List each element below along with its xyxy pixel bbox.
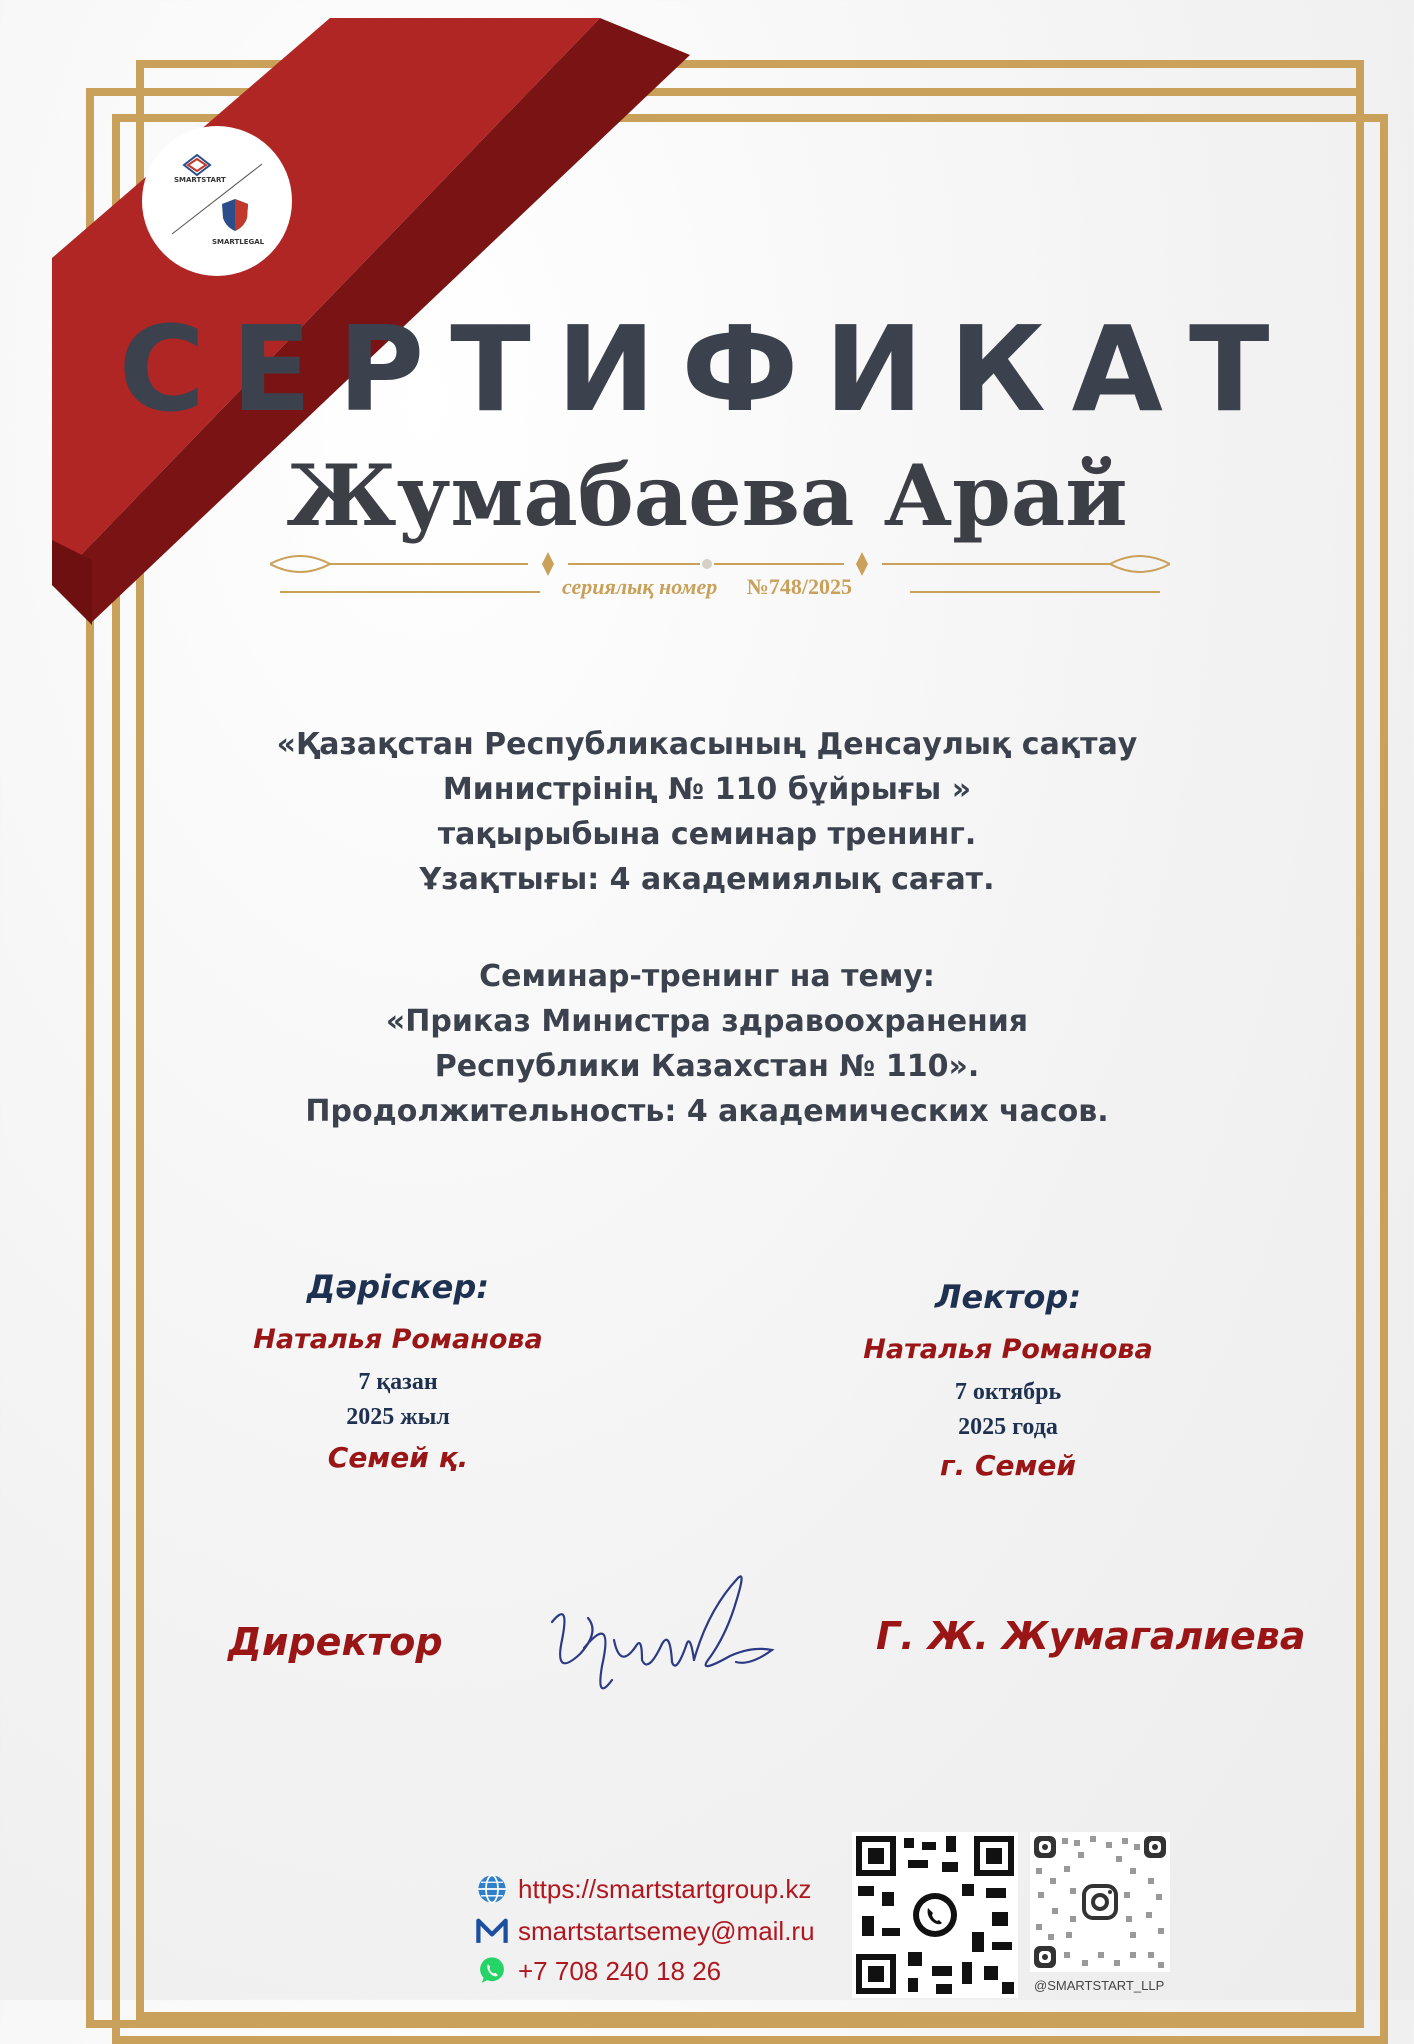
whatsapp-icon	[472, 1954, 512, 1988]
description-ru-line-1: Семинар-тренинг на тему:	[479, 959, 935, 994]
smartlegal-shield-icon	[220, 198, 250, 232]
description-ru-line-3: Республики Казахстан № 110».	[434, 1049, 980, 1084]
instagram-handle: @SMARTSTART_LLP	[1034, 1978, 1165, 1993]
description-kz-line-3: тақырыбына семинар тренинг.	[437, 817, 977, 852]
contact-website[interactable]	[472, 1872, 811, 1906]
description-kz-line-4: Ұзақтығы: 4 академиялық сағат.	[419, 862, 995, 897]
lecturer-role-kz: Дәріскер:	[306, 1268, 490, 1306]
lecturer-name-kz: Наталья Романова	[253, 1324, 543, 1355]
contact-phone[interactable]	[472, 1954, 721, 1988]
lecture-city-ru: г. Семей	[939, 1449, 1077, 1482]
mail-icon	[472, 1914, 512, 1948]
lecturer-role-ru: Лектор:	[934, 1278, 1082, 1316]
description-kz-line-2: Министрінің № 110 бұйрығы »	[442, 772, 972, 807]
description-kz	[180, 722, 1234, 902]
lecturer-block-ru	[848, 1278, 1168, 1482]
director-signature	[540, 1570, 810, 1720]
description-ru-line-4: Продолжительность: 4 академических часов.	[305, 1094, 1109, 1129]
description-kz-line-1: «Қазақстан Республикасының Денсаулық сақтау	[276, 727, 1138, 762]
lecture-date-kz	[238, 1365, 558, 1435]
contact-email[interactable]	[472, 1914, 815, 1948]
lecture-year-kz: 2025 жыл	[346, 1404, 450, 1430]
company-logo	[142, 126, 292, 276]
lecture-day-ru: 7 октябрь	[954, 1379, 1062, 1405]
description-ru	[180, 954, 1234, 1134]
serial-line	[0, 574, 1414, 600]
lecture-day-kz: 7 қазан	[358, 1369, 438, 1395]
instagram-qr-icon	[1030, 1832, 1170, 1972]
qr-code-icon	[852, 1832, 1018, 1998]
serial-label: сериялық номер	[562, 574, 718, 599]
director-label: Директор	[228, 1620, 443, 1664]
certificate-title: СЕРТИФИКАТ	[118, 300, 1296, 438]
phone-number: +7 708 240 18 26	[518, 1955, 722, 1986]
serial-number: №748/2025	[746, 574, 852, 599]
director-name: Г. Ж. Жумагалиева	[876, 1614, 1306, 1658]
lecturer-name-ru: Наталья Романова	[863, 1334, 1153, 1365]
brand-bottom-text: SMARTLEGAL	[212, 238, 265, 246]
whatsapp-qr-code[interactable]	[852, 1832, 1018, 1998]
website-link[interactable]: https://smartstartgroup.kz	[518, 1873, 812, 1904]
email-link[interactable]: smartstartsemey@mail.ru	[518, 1915, 815, 1946]
logo-divider-line	[162, 154, 272, 244]
brand-top-text: SMARTSTART	[174, 176, 226, 184]
instagram-qr-code[interactable]	[1030, 1832, 1170, 1972]
recipient-name: Жумабаева Арай	[286, 446, 1128, 545]
lecture-city-kz: Семей қ.	[327, 1441, 469, 1474]
lecture-year-ru: 2025 года	[958, 1414, 1058, 1440]
description-ru-line-2: «Приказ Министра здравоохранения	[385, 1004, 1029, 1039]
lecturer-block-kz	[238, 1268, 558, 1474]
globe-icon	[472, 1872, 512, 1906]
lecture-date-ru	[848, 1375, 1168, 1445]
